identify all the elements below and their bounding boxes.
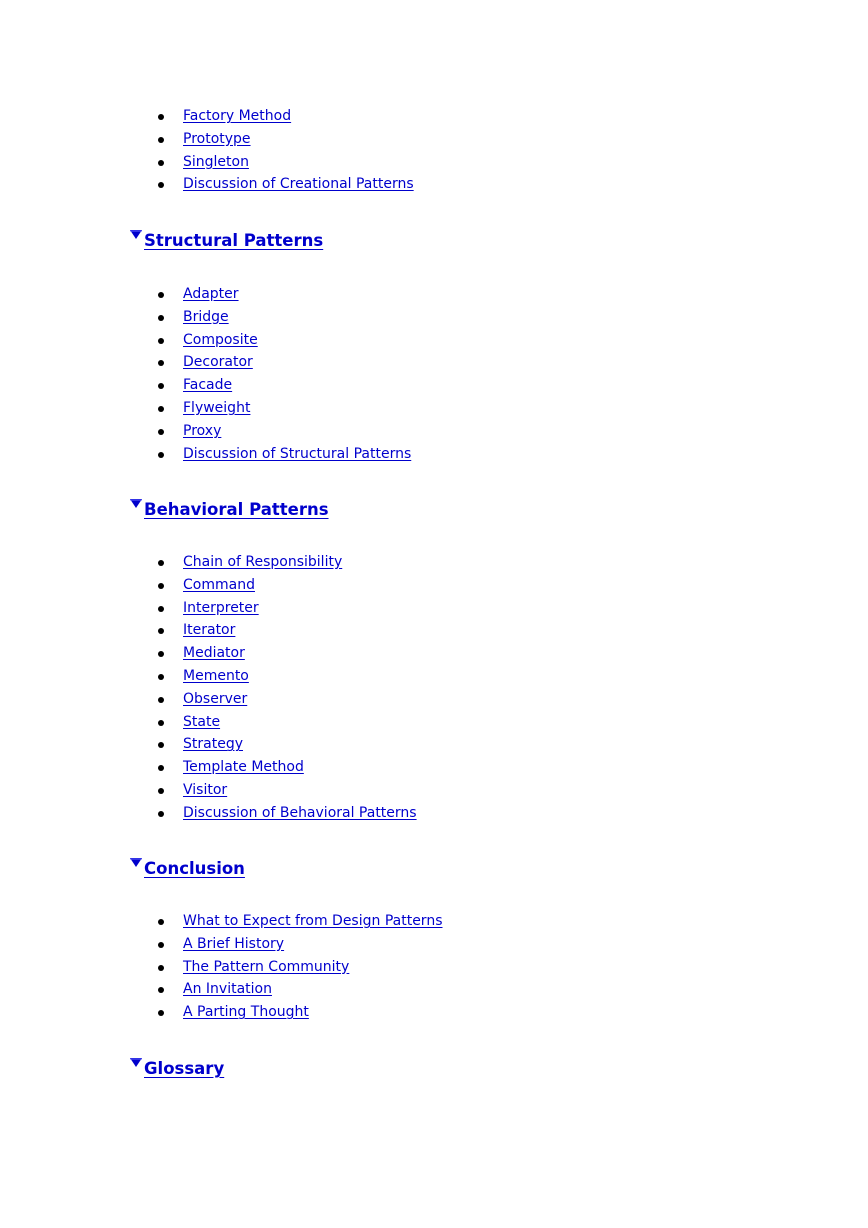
toc-link-visitor[interactable]: Visitor xyxy=(183,781,228,798)
toc-link-state[interactable]: State xyxy=(183,713,221,730)
bullet-icon xyxy=(158,182,164,188)
toc-link-an-invitation[interactable]: An Invitation xyxy=(183,981,272,998)
toc-link-adapter[interactable]: Adapter xyxy=(183,286,239,302)
collapse-triangle-icon[interactable] xyxy=(130,858,142,868)
bullet-icon xyxy=(158,137,164,143)
toc-link-interpreter[interactable]: Interpreter xyxy=(183,599,259,616)
bullet-icon xyxy=(158,1010,164,1016)
bullet-icon xyxy=(158,942,164,948)
toc-link-flyweight[interactable]: Flyweight xyxy=(183,399,251,416)
bullet-icon xyxy=(158,429,164,435)
bullet-icon xyxy=(158,674,164,680)
bullet-icon xyxy=(158,742,164,748)
bullet-icon xyxy=(158,765,164,771)
toc-link-discussion-behavioral[interactable]: Discussion of Behavioral Patterns xyxy=(183,804,417,821)
bullet-icon xyxy=(158,811,164,817)
toc-link-strategy[interactable]: Strategy xyxy=(183,736,243,753)
toc-link-pattern-community[interactable]: The Pattern Community xyxy=(183,958,350,975)
conclusion-link[interactable]: Conclusion xyxy=(144,859,245,878)
bullet-icon xyxy=(158,315,164,321)
bullet-icon xyxy=(158,114,164,120)
toc-link-facade[interactable]: Facade xyxy=(183,377,233,394)
collapse-triangle-icon[interactable] xyxy=(130,1058,142,1068)
bullet-icon xyxy=(158,360,164,366)
bullet-icon xyxy=(158,383,164,389)
toc-link-command[interactable]: Command xyxy=(183,576,255,593)
collapse-triangle-icon[interactable] xyxy=(130,499,142,509)
toc-link-parting-thought[interactable]: A Parting Thought xyxy=(183,1004,309,1021)
toc-link-singleton[interactable]: Singleton xyxy=(183,153,249,170)
bullet-icon xyxy=(158,651,164,657)
bullet-icon xyxy=(158,160,164,166)
bullet-icon xyxy=(158,606,164,612)
toc-link-prototype[interactable]: Prototype xyxy=(183,130,251,147)
toc-link-proxy[interactable]: Proxy xyxy=(183,422,222,439)
bullet-icon xyxy=(158,338,164,344)
toc-link-template-method[interactable]: Template Method xyxy=(183,759,304,776)
toc-link-mediator[interactable]: Mediator xyxy=(183,645,245,662)
bullet-icon xyxy=(158,292,164,298)
toc-link-memento[interactable]: Memento xyxy=(183,667,249,684)
toc-link-composite[interactable]: Composite xyxy=(183,331,258,348)
bullet-icon xyxy=(158,919,164,925)
bullet-icon xyxy=(158,406,164,412)
toc-link-what-to-expect[interactable]: What to Expect from Design Patterns xyxy=(183,913,443,929)
bullet-icon xyxy=(158,965,164,971)
toc-link-brief-history[interactable]: A Brief History xyxy=(183,935,285,952)
toc-link-discussion-structural[interactable]: Discussion of Structural Patterns xyxy=(183,445,412,462)
bullet-icon xyxy=(158,560,164,566)
toc-link-discussion-creational[interactable]: Discussion of Creational Patterns xyxy=(183,176,414,193)
bullet-icon xyxy=(158,452,164,458)
toc-link-chain-of-responsibility[interactable]: Chain of Responsibility xyxy=(183,554,343,570)
toc-link-bridge[interactable]: Bridge xyxy=(183,308,229,325)
bullet-icon xyxy=(158,628,164,634)
toc-link-observer[interactable]: Observer xyxy=(183,690,248,707)
toc-link-factory-method[interactable]: Factory Method xyxy=(183,108,292,124)
bullet-icon xyxy=(158,788,164,794)
behavioral-patterns-link[interactable]: Behavioral Patterns xyxy=(144,500,329,519)
toc-link-decorator[interactable]: Decorator xyxy=(183,354,253,371)
structural-patterns-link[interactable]: Structural Patterns xyxy=(144,231,324,250)
toc-link-iterator[interactable]: Iterator xyxy=(183,622,236,639)
bullet-icon xyxy=(158,987,164,993)
bullet-icon xyxy=(158,697,164,703)
glossary-link[interactable]: Glossary xyxy=(144,1059,225,1078)
bullet-icon xyxy=(158,720,164,726)
bullet-icon xyxy=(158,583,164,589)
collapse-triangle-icon[interactable] xyxy=(130,230,142,240)
